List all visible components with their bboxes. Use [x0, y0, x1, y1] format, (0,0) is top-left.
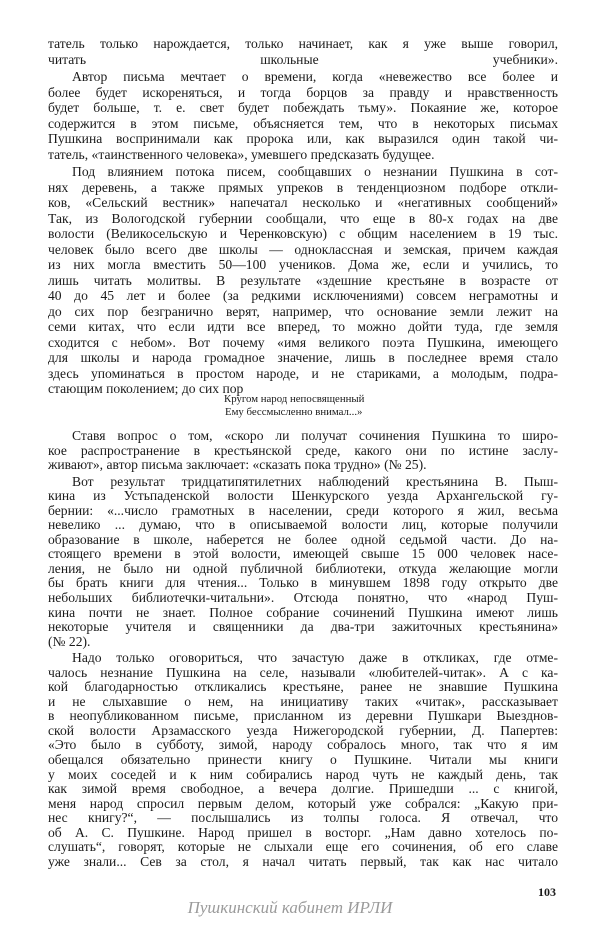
text-line: уже знали... Сев за стол, я начал читать первый, так как нас читало [48, 853, 558, 869]
text-line: живают», автор письма заключает: «сказать пока трудно» (№ 25). [48, 457, 427, 473]
text-line: татель только нарождается, только начинает, как я уже выше говорил, [48, 36, 558, 51]
text-line: невелико ... думаю, что в описываемой волости лиц, которые получили [48, 517, 558, 533]
text-line: 40 до 45 лет и более (за редкими исключениями) совсем неграмотны и [48, 288, 558, 303]
text-line: более будет искореняться, и тогда борцов за правду и нравственность [48, 84, 558, 100]
text-line: стоящего времени в этой волости, имеющей свыше 15 000 человек насе- [48, 546, 558, 562]
verse-line: Кругом народ непосвященный [224, 393, 365, 405]
text-line: «Это было в субботу, зимой, народу собралось много, так что я им [48, 737, 558, 753]
text-line: у моих соседей и к ним собирались народ чуть не каждый день, так [48, 766, 558, 782]
text-line: Надо только оговориться, что зачастую даже в откликах, где отме- [72, 650, 558, 666]
text-line: сходится с небом». Вот почему «имя великого поэта Пушкина, имеющего [48, 334, 558, 350]
verse-quote [224, 393, 364, 419]
text-line: слушать“, говорят, которые не слыхали еще его сочинения, об его славе [48, 839, 558, 855]
text-line: волости (Великосельскую и Черенковскую) с общим населением в 19 тыс. [48, 226, 558, 241]
watermark: Пушкинский кабинет ИРЛИ [187, 898, 393, 917]
text-line: об А. С. Пушкине. Народ пришел в восторг. „Нам давно хотелось по- [48, 824, 558, 840]
text-line: кина из Устьпаденской волости Шенкурского уезда Архангельской гу- [48, 488, 558, 504]
text-line: семи китах, что если идти все вперед, то можно дойти туда, где земля [48, 319, 558, 334]
paragraph [48, 429, 558, 473]
text-line: чалось незнание Пушкина на селе, называли «любителей-читак». А с ка- [48, 664, 558, 680]
text-line: кина почти не знает. Полное собрание сочинений Пушкина имеют лишь [48, 604, 558, 620]
text-line: образование в школе, наберется не более одной седьмой части. До на- [48, 531, 558, 547]
text-line: ления, не было ни одной публичной библиотеки, откуда желающие могли [48, 560, 558, 576]
paragraph [48, 36, 558, 67]
paragraph [48, 475, 558, 650]
text-line: Пушкина воспринимали как пророка или, как выразился один такой чи- [48, 131, 558, 146]
text-line: ской волости Арзамасского уезда Нижегородской губернии, Д. Папертев: [48, 722, 558, 738]
text-line: бы брать книги для чтения... Только в минувшем 1898 году открыто две [48, 575, 558, 591]
text-line: некоторые учителя и священники да два-три зажиточных крестьянина» [48, 619, 558, 635]
text-line: (№ 22). [48, 633, 91, 649]
text-block-bottom [48, 429, 558, 871]
text-line: до сих пор безгранично верят, например, что основание земли лежит на [48, 303, 558, 319]
text-line: Ставя вопрос о том, «скоро ли получат сочинения Пушкина то широ- [72, 428, 558, 443]
text-line: нес книгу?“, — послышались из толпы голоса. Я отвечал, что [48, 810, 558, 826]
text-line: небольших библиотечки-читальни». Отсюда понятно, что «народ Пуш- [48, 590, 558, 606]
text-line: и не слыхавшие о нем, на инициативу таких «читак», рассказывает [48, 693, 558, 709]
text-line: человек было всего две школы — одноклассная и земская, причем каждая [48, 241, 558, 257]
text-line: содержится в этом письме, объясняется тем, что в некоторых письмах [48, 115, 558, 131]
text-line: будет больше, т. е. свет будет побеждать тьму». Покаяние же, которое [48, 100, 558, 115]
text-line: как зимой время свободное, а вечера долгие. Пришедши ... с книгой, [48, 781, 558, 797]
text-line: меня народ спросил первым делом, который уже собрался: „Какую при- [48, 795, 558, 811]
text-line: Так, из Вологодской губернии сообщали, что еще в 80-х годах на две [48, 210, 558, 226]
text-line: нях деревень, а также прямых упреков в тенденциозном подборе откли- [48, 179, 558, 195]
text-line: Вот результат тридцатипятилетних наблюдений крестьянина В. Пыш- [72, 473, 558, 489]
text-line: ков, «Сельский вестник» напечатал несколько и «негативных сообщений» [48, 195, 558, 210]
text-line: Под влиянием потока писем, сообщавших о незнании Пушкина в сот- [72, 164, 558, 179]
text-line: бернии: «...число грамотных в населении, среди которого я жил, весьма [48, 502, 558, 518]
text-line: для школы и народа громадное значение, лишь в последнее время стало [48, 350, 558, 365]
text-line: лишь читать молитвы. В результате «здешние крестьяне в возрасте от [48, 272, 558, 288]
text-line: татель, «таинственного человека», умевшего предсказать будущее. [48, 146, 435, 162]
paragraph [48, 164, 558, 397]
text-line: обещался обязательно принести книгу о Пушкине. Читали мы книги [48, 752, 558, 768]
text-line: из них могла вместить 50—100 учеников. Дома же, если и учились, то [48, 257, 558, 272]
text-line: читать школьные учебники». [48, 51, 558, 67]
verse-line: Ему бессмысленно внимал...» [225, 406, 363, 418]
text-line: стающим поколением; до сих пор [48, 381, 244, 396]
text-line: Автор письма мечтает о времени, когда «невежество все более и [72, 69, 558, 84]
text-line: здесь упоминаться в простом народе, и не стариками, а молодым, подра- [48, 365, 558, 381]
text-line: кое распространение в крестьянской среде, какого они по истине заслу- [48, 442, 558, 458]
paragraph [48, 69, 558, 162]
paragraph [48, 651, 558, 869]
page-number: 103 [538, 885, 556, 899]
text-line: в неопубликованном письме, присланном из деревни Пушкари Выезднов- [48, 708, 558, 724]
text-line: кой благодарностью откликались крестьяне, ранее не знавшие Пушкина [48, 679, 558, 695]
text-block-top [48, 36, 558, 399]
